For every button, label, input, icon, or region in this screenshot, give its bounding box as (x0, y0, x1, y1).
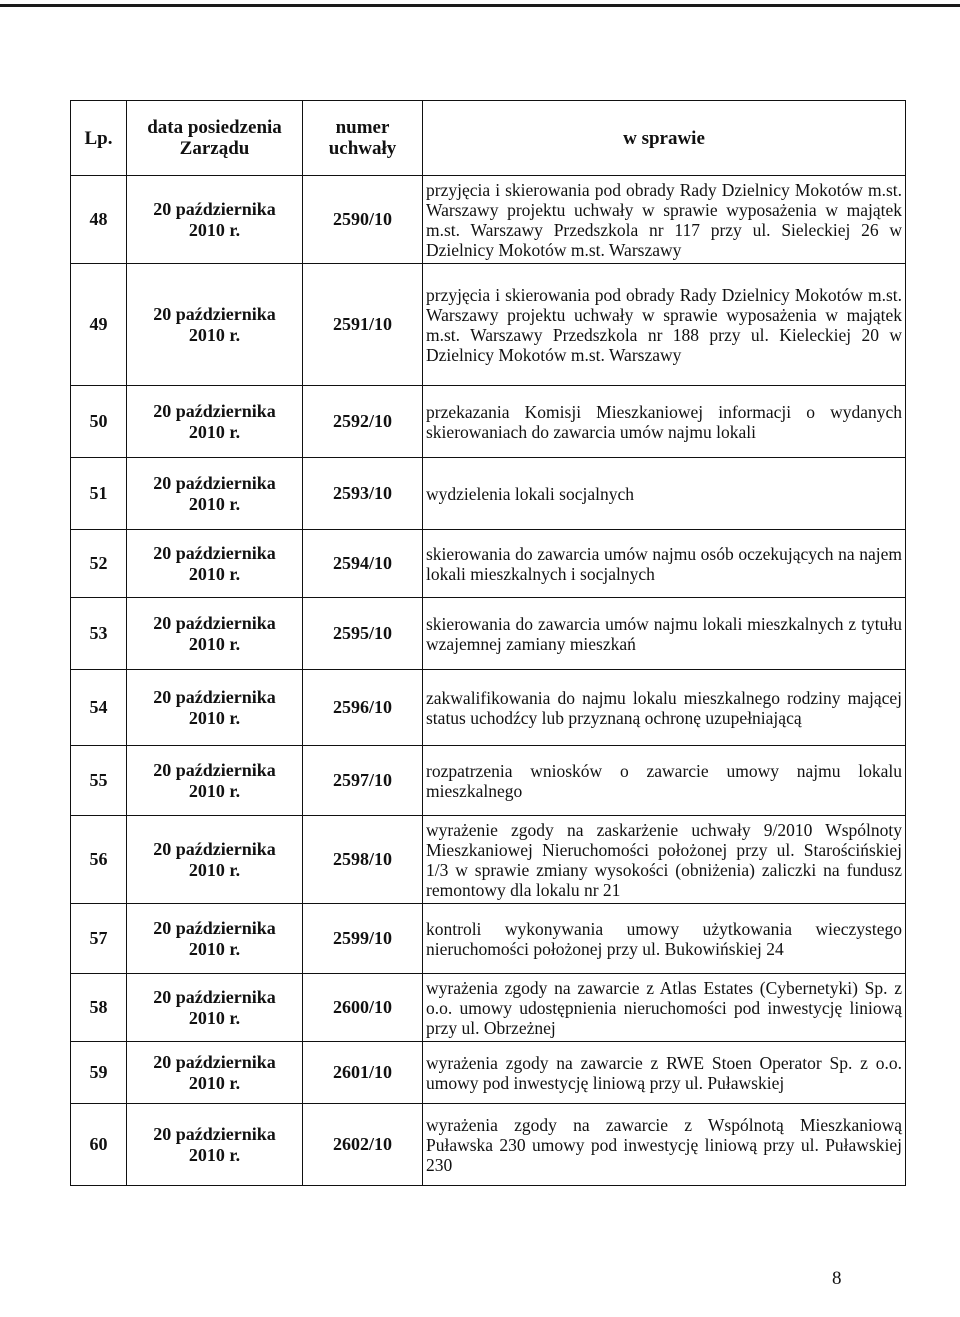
row-number: 2599/10 (303, 904, 423, 974)
row-date-line1: 20 października (153, 303, 276, 324)
row-date-line2: 2010 r. (188, 1072, 241, 1093)
row-date-line2: 2010 r. (188, 324, 241, 345)
row-lp: 57 (71, 904, 127, 974)
table-row (71, 264, 906, 386)
row-date-line2: 2010 r. (188, 493, 241, 514)
row-number: 2591/10 (303, 264, 423, 386)
row-date (127, 1042, 303, 1104)
row-subject: wydzielenia lokali socjalnych (423, 458, 906, 530)
table-row (71, 974, 906, 1042)
row-date-line1: 20 października (153, 400, 276, 421)
row-lp: 52 (71, 530, 127, 598)
table-row (71, 904, 906, 974)
table-row (71, 1042, 906, 1104)
row-lp: 53 (71, 598, 127, 670)
row-date (127, 264, 303, 386)
row-lp: 58 (71, 974, 127, 1042)
row-date (127, 974, 303, 1042)
row-date-line2: 2010 r. (188, 633, 241, 654)
row-date-line2: 2010 r. (188, 219, 241, 240)
row-date (127, 1104, 303, 1186)
row-date-line1: 20 października (153, 1123, 276, 1144)
row-date (127, 598, 303, 670)
row-number: 2590/10 (303, 176, 423, 264)
row-date-line2: 2010 r. (188, 707, 241, 728)
row-date-line1: 20 października (153, 838, 276, 859)
page-number: 8 (832, 1268, 842, 1289)
row-date-line2: 2010 r. (188, 938, 241, 959)
table-row (71, 176, 906, 264)
row-date-line2: 2010 r. (188, 1007, 241, 1028)
row-date (127, 458, 303, 530)
row-date (127, 816, 303, 904)
row-date-line1: 20 października (153, 759, 276, 780)
row-number: 2602/10 (303, 1104, 423, 1186)
row-subject: kontroli wykonywania umowy użytkowania wieczystego nieruchomości położonej przy ul. Bukowińskiej 24 (423, 904, 906, 974)
row-date-line1: 20 października (153, 1051, 276, 1072)
row-subject: zakwalifikowania do najmu lokalu mieszkalnego rodziny mającej status uchodźcy lub przyznaną ochronę uzupełniającą (423, 670, 906, 746)
row-date-line1: 20 października (153, 472, 276, 493)
row-number: 2592/10 (303, 386, 423, 458)
table-row (71, 386, 906, 458)
table-body (71, 176, 906, 1186)
table-row (71, 816, 906, 904)
row-number: 2595/10 (303, 598, 423, 670)
table-header-row (71, 101, 906, 176)
row-date (127, 670, 303, 746)
header-subject: w sprawie (423, 101, 906, 176)
row-date-line2: 2010 r. (188, 859, 241, 880)
table-row (71, 598, 906, 670)
row-subject: rozpatrzenia wniosków o zawarcie umowy najmu lokalu mieszkalnego (423, 746, 906, 816)
row-number: 2594/10 (303, 530, 423, 598)
top-rule (0, 4, 960, 7)
header-number: numer uchwały (303, 101, 423, 176)
row-date-line1: 20 października (153, 542, 276, 563)
row-date (127, 176, 303, 264)
table-row (71, 458, 906, 530)
row-lp: 49 (71, 264, 127, 386)
row-date-line2: 2010 r. (188, 780, 241, 801)
row-subject: skierowania do zawarcia umów najmu lokali mieszkalnych z tytułu wzajemnej zamiany mieszkań (423, 598, 906, 670)
resolutions-table (70, 100, 906, 1186)
row-subject: wyrażenia zgody na zawarcie z Wspólnotą Mieszkaniową Puławska 230 umowy pod inwestycję liniową przy ul. Puławskiej 230 (423, 1104, 906, 1186)
row-date-line2: 2010 r. (188, 563, 241, 584)
row-date-line1: 20 października (153, 917, 276, 938)
row-lp: 60 (71, 1104, 127, 1186)
row-lp: 56 (71, 816, 127, 904)
row-number: 2593/10 (303, 458, 423, 530)
row-subject: skierowania do zawarcia umów najmu osób oczekujących na najem lokali mieszkalnych i socjalnych (423, 530, 906, 598)
row-date (127, 386, 303, 458)
row-subject: wyrażenia zgody na zawarcie z RWE Stoen Operator Sp. z o.o. umowy pod inwestycję liniową przy ul. Puławskiej (423, 1042, 906, 1104)
row-number: 2597/10 (303, 746, 423, 816)
row-lp: 50 (71, 386, 127, 458)
header-date: data posiedzenia Zarządu (127, 101, 303, 176)
row-date-line1: 20 października (153, 686, 276, 707)
row-date (127, 530, 303, 598)
row-lp: 59 (71, 1042, 127, 1104)
row-lp: 54 (71, 670, 127, 746)
row-date (127, 746, 303, 816)
row-date-line1: 20 października (153, 986, 276, 1007)
row-subject: przyjęcia i skierowania pod obrady Rady Dzielnicy Mokotów m.st. Warszawy projektu uchwały w sprawie wyposażenia w majątek m.st. Warszawy Przedszkola nr 188 przy ul. Kieleckiej 20 w Dzielnicy Mokotów m.st. Warszawy (423, 264, 906, 386)
header-lp: Lp. (71, 101, 127, 176)
table-row (71, 746, 906, 816)
row-subject: wyrażenie zgody na zaskarżenie uchwały 9/2010 Wspólnoty Mieszkaniowej Nieruchomości położonej przy ul. Starościńskiej 1/3 w sprawie zmiany wysokości (obniżenia) zaliczki na fundusz remontowy dla lokalu nr 21 (423, 816, 906, 904)
row-number: 2598/10 (303, 816, 423, 904)
row-date-line2: 2010 r. (188, 1144, 241, 1165)
row-date-line1: 20 października (153, 612, 276, 633)
row-lp: 55 (71, 746, 127, 816)
row-lp: 48 (71, 176, 127, 264)
row-subject: przekazania Komisji Mieszkaniowej informacji o wydanych skierowaniach do zawarcia umów najmu lokali (423, 386, 906, 458)
row-date-line2: 2010 r. (188, 421, 241, 442)
row-subject: wyrażenia zgody na zawarcie z Atlas Estates (Cybernetyki) Sp. z o.o. umowy udostępnienia nieruchomości pod inwestycję liniową przy ul. Obrzeżnej (423, 974, 906, 1042)
row-number: 2601/10 (303, 1042, 423, 1104)
table-row (71, 1104, 906, 1186)
row-number: 2596/10 (303, 670, 423, 746)
row-number: 2600/10 (303, 974, 423, 1042)
row-subject: przyjęcia i skierowania pod obrady Rady Dzielnicy Mokotów m.st. Warszawy projektu uchwały w sprawie wyposażenia w majątek m.st. Warszawy Przedszkola nr 117 przy ul. Sieleckiej 26 w Dzielnicy Mokotów m.st. Warszawy (423, 176, 906, 264)
row-date (127, 904, 303, 974)
row-date-line1: 20 października (153, 198, 276, 219)
table-row (71, 530, 906, 598)
row-lp: 51 (71, 458, 127, 530)
table-row (71, 670, 906, 746)
